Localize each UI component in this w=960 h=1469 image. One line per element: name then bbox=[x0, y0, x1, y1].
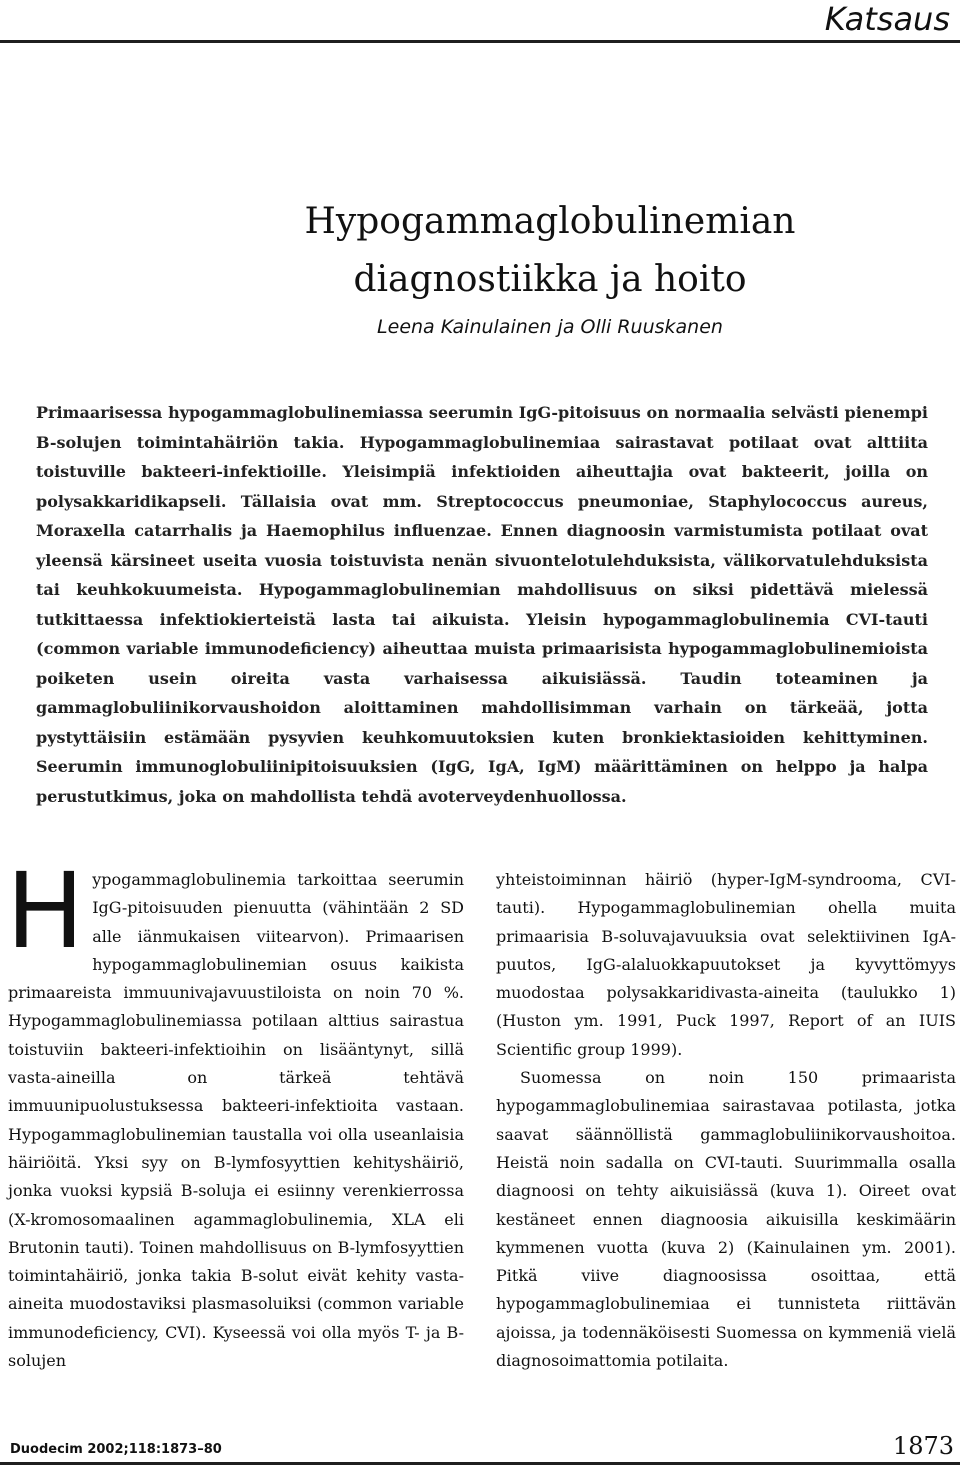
title-line-2: diagnostiikka ja hoito bbox=[353, 259, 747, 300]
body-paragraph-3: Suomessa on noin 150 primaarista hypogammaglobulinemiaa sairastavaa potilasta, jotka saavat säännöllistä gammaglobuliinikorvaushoitoa. Heistä noin sadalla on CVI-tauti. Suurimmalla osalla diagnoosi on tehty aikuisiässä (kuva 1). Oireet ovat kestäneet ennen diagnoosia aikuisilla keskimäärin kymmenen vuotta (kuva 2) (Kainulainen ym. 2001). Pitkä viive diagnoosissa osoittaa, että hypogammaglobulinemiaa ei tunnisteta riittävän ajoissa, ja todennäköisesti Suomessa on kymmeniä vielä diagnosoimattomia potilaita. bbox=[496, 1068, 956, 1371]
top-rule bbox=[0, 40, 960, 43]
section-label: Katsaus bbox=[824, 0, 950, 38]
article-title bbox=[140, 193, 960, 309]
journal-citation: Duodecim 2002;118:1873–80 bbox=[10, 1442, 222, 1457]
title-line-1: Hypogammaglobulinemian bbox=[304, 201, 796, 242]
authors: Leena Kainulainen ja Olli Ruuskanen bbox=[377, 316, 723, 338]
body-column-left bbox=[6, 850, 464, 1375]
abstract: Primaarisessa hypogammaglobulinemiassa seerumin IgG-pitoisuus on normaalia selvästi pienempi B-solujen toimintahäiriön takia. Hypogammaglobulinemiaa sairastavat potilaat ovat alttiita toistuville bakteeri-infektioille. Yleisimpiä infektioiden aiheuttajia ovat bakteerit, joilla on polysakkaridikapseli. Tällaisia ovat mm. Streptococcus pneumoniae, Staphylococcus aureus, Moraxella catarrhalis ja Haemophilus influenzae. Ennen diagnoosin varmistumista potilaat ovat yleensä kärsineet useita vuosia toistuvista nenän sivuontelotulehduksista, välikorvatulehduksista tai keuhkokuumeista. Hypogammaglobulinemian mahdollisuus on siksi pidettävä mielessä tutkittaessa infektiokierteistä lasta tai aikuista. Yleisin hypogammaglobulinemia CVI-tauti (common variable immunodeficiency) aiheuttaa muista primaarisista hypogammaglobulinemioista poiketen usein oireita vasta varhaisessa aikuisiässä. Taudin toteaminen ja gammaglobuliinikorvaushoidon aloittaminen mahdollisimman varhain on tärkeää, jotta pystyttäisiin estämään pysyvien keuhkomuutoksien kuten bronkiektasioiden kehittyminen. Seerumin immunoglobuliinipitoisuuksien (IgG, IgA, IgM) määrittäminen on helppo ja halpa perustutkimus, joka on mahdollista tehdä avoterveydenhuollossa. bbox=[36, 403, 928, 806]
body-paragraph-2: yhteistoiminnan häiriö (hyper-IgM-syndrooma, CVI-tauti). Hypogammaglobulinemian ohella muita primaarisia B-soluvajavuuksia ovat selektiivinen IgA-puutos, IgG-alaluokkapuutokset ja kyvyttömyys muodostaa polysakkaridivasta-aineita (taulukko 1) (Huston ym. 1991, Puck 1997, Report of an IUIS Scientific group 1999). bbox=[496, 870, 956, 1059]
bottom-rule bbox=[0, 1462, 960, 1465]
body-paragraph-1 bbox=[6, 850, 464, 1375]
body-column-right bbox=[496, 866, 956, 1375]
body-paragraph-1-text: ypogammaglobulinemia tarkoittaa seerumin IgG-pitoisuuden pienuutta (vähintään 2 SD alle iänmukaisen viitearvon). Primaarisen hypogammaglobulinemian osuus kaikista primaareista immuunivajavuustiloista on noin 70 %. Hypogammaglobulinemiassa potilaan alttius sairastua toistuviin bakteeri-infektioihin on lisääntynyt, sillä vasta-aineilla on tärkeä tehtävä immuunipuolustuksessa bakteeri-infektioita vastaan. Hypogammaglobulinemian taustalla voi olla useanlaisia häiriöitä. Yksi syy on B-lymfosyyttien kehityshäiriö, jonka vuoksi kypsiä B-soluja ei esiinny verenkierrossa (X-kromosomaalinen agammaglobulinemia, XLA eli Brutonin tauti). Toinen mahdollisuus on B-lymfosyyttien toimintahäiriö, jonka takia B-solut eivät kehity vasta-aineita muodostaviksi plasmasoluiksi (common variable immunodeficiency, CVI). Kyseessä voi olla myös T- ja B-solujen bbox=[8, 870, 464, 1371]
drop-cap: H bbox=[6, 850, 85, 972]
page-number: 1873 bbox=[892, 1432, 954, 1460]
